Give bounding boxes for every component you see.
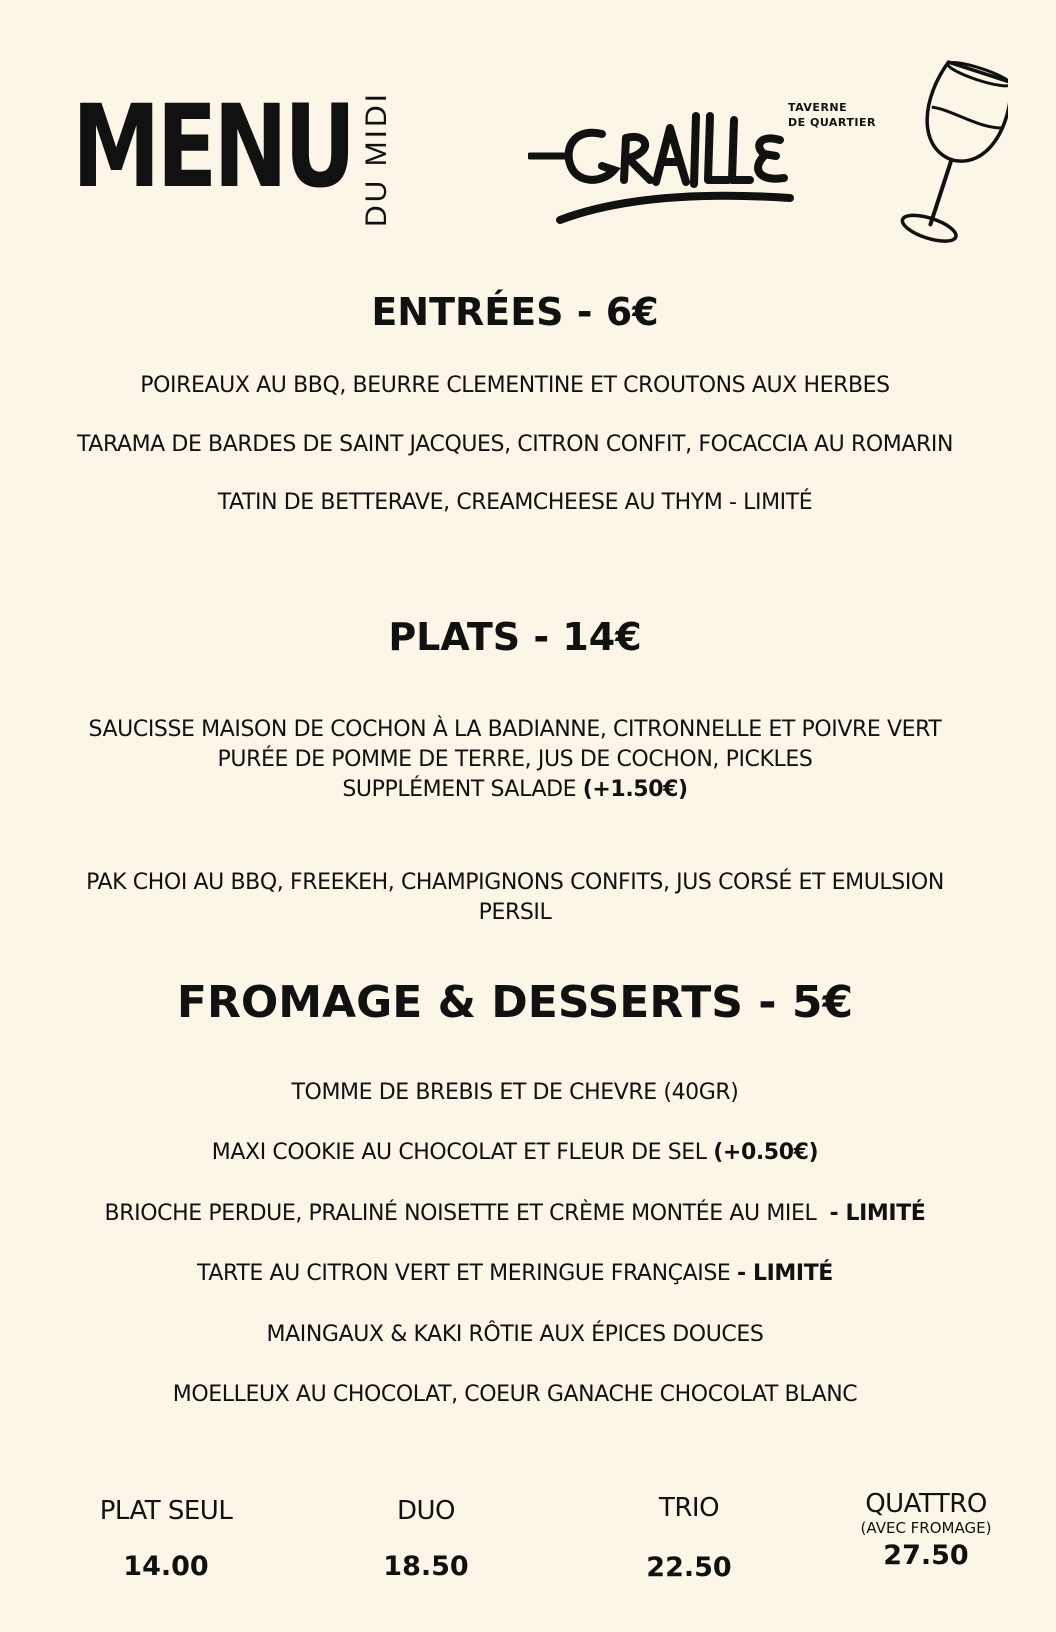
dessert-item: TOMME DE BREBIS ET DE CHEVRE (40GR) bbox=[291, 1080, 739, 1105]
dessert-item bbox=[30, 1199, 1000, 1229]
desserts-title: FROMAGE & DESSERTS - 5€ bbox=[176, 977, 854, 1028]
formula-price: 22.50 bbox=[646, 1552, 732, 1583]
dessert-item-extra: - LIMITÉ bbox=[829, 1201, 926, 1226]
wine-glass-icon bbox=[898, 60, 1008, 250]
formula-label: PLAT SEUL bbox=[99, 1496, 233, 1526]
formula-trio bbox=[589, 1493, 789, 1583]
plat-item-supplement bbox=[30, 775, 1000, 805]
plat-item-line: SAUCISSE MAISON DE COCHON À LA BADIANNE, CITRONNELLE ET POIVRE VERT bbox=[88, 717, 942, 742]
entrees-title: ENTRÉES - 6€ bbox=[371, 290, 659, 334]
dessert-item bbox=[30, 1259, 1000, 1289]
logo-tagline-line1: TAVERNE bbox=[788, 101, 848, 114]
formula-duo bbox=[326, 1496, 526, 1582]
formula-price: 27.50 bbox=[883, 1540, 969, 1571]
dessert-item: MOELLEUX AU CHOCOLAT, COEUR GANACHE CHOCOLAT BLANC bbox=[172, 1382, 858, 1407]
entree-item: TATIN DE BETTERAVE, CREAMCHEESE AU THYM - LIMITÉ bbox=[217, 490, 813, 515]
entree-item: TARAMA DE BARDES DE SAINT JACQUES, CITRON CONFIT, FOCACCIA AU ROMARIN bbox=[76, 432, 954, 457]
logo-text: Graille bbox=[663, 228, 666, 229]
entree-item: POIREAUX AU BBQ, BEURRE CLEMENTINE ET CROUTONS AUX HERBES bbox=[140, 373, 890, 398]
formula-note: (AVEC FROMAGE) bbox=[860, 1519, 992, 1537]
plat-item-line: PAK CHOI AU BBQ, FREEKEH, CHAMPIGNONS CONFITS, JUS CORSÉ ET EMULSION bbox=[86, 870, 944, 895]
supplement-price: (+1.50€) bbox=[582, 777, 688, 802]
dessert-item bbox=[30, 1138, 1000, 1168]
supplement-label: SUPPLÉMENT SALADE bbox=[342, 777, 577, 802]
graille-logo bbox=[528, 80, 798, 230]
plat-item-line: PERSIL bbox=[478, 900, 552, 925]
logo-tagline bbox=[788, 100, 876, 130]
plats-title: PLATS - 14€ bbox=[388, 615, 642, 659]
formula-price: 14.00 bbox=[123, 1551, 209, 1582]
formula-label: TRIO bbox=[658, 1493, 720, 1523]
dessert-item-label: MAXI COOKIE AU CHOCOLAT ET FLEUR DE SEL bbox=[211, 1140, 707, 1165]
menu-title: MENU bbox=[72, 80, 353, 213]
formula-label: DUO bbox=[396, 1496, 455, 1526]
dessert-item: MAINGAUX & KAKI RÔTIE AUX ÉPICES DOUCES bbox=[266, 1322, 764, 1347]
dessert-item-label: TARTE AU CITRON VERT ET MERINGUE FRANÇAISE bbox=[197, 1261, 731, 1286]
plat-item-line: PURÉE DE POMME DE TERRE, JUS DE COCHON, PICKLES bbox=[217, 747, 813, 772]
formula-label: QUATTRO bbox=[865, 1489, 987, 1519]
formula-price: 18.50 bbox=[383, 1551, 469, 1582]
formula-plat-seul bbox=[66, 1496, 266, 1582]
dessert-item-extra: (+0.50€) bbox=[713, 1140, 819, 1165]
menu-subtitle: DU MIDI bbox=[360, 91, 393, 227]
dessert-item-extra: - LIMITÉ bbox=[737, 1261, 833, 1286]
logo-tagline-line2: DE QUARTIER bbox=[788, 116, 876, 129]
formula-quattro bbox=[826, 1489, 1026, 1571]
dessert-item-label: BRIOCHE PERDUE, PRALINÉ NOISETTE ET CRÈME MONTÉE AU MIEL bbox=[104, 1201, 817, 1226]
